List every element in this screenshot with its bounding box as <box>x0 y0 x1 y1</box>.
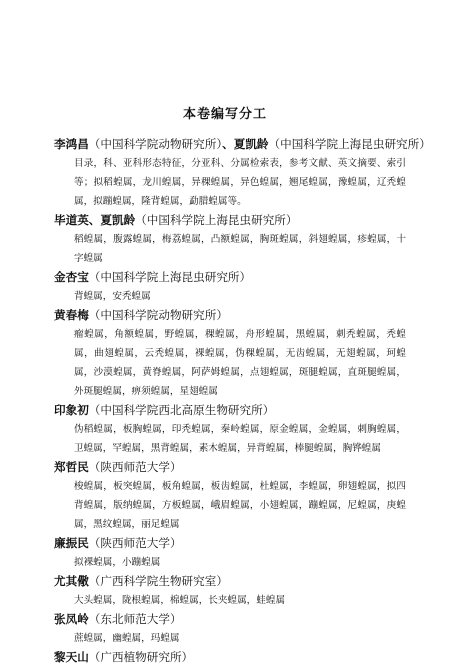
contributor-entry <box>54 534 406 572</box>
author-affiliation: （中国科学院动物研究所） <box>88 308 228 322</box>
assigned-sections: 瘤蝗属，角额蝗属，野蝗属，稞蝗属，舟形蝗属，黑蝗属，刺秃蝗属，秃蝗属，曲翅蝗属，云秃蝗属，裸蝗属，伪稞蝗属，无齿蝗属，无翅蝗属，珂蝗属，沙漠蝗属，黄脊蝗属，阿萨姆蝗属，点翅蝗属，斑腿蝗属，直斑腿蝗属，外斑腿蝗属，痹须蝗属，星翅蝗属 <box>74 329 406 397</box>
contributor-header <box>54 401 406 420</box>
author-affiliation: （中国科学院上海昆虫研究所） <box>135 213 298 227</box>
contributor-header <box>54 648 406 667</box>
contributor-header <box>54 534 406 553</box>
author-affiliation-secondary: （中国科学院上海昆虫研究所） <box>268 137 431 151</box>
assigned-sections: 伪稻蝗属，板胸蝗属，印秃蝗属，秦岭蝗属，原金蝗属，金蝗属，刺胸蝗属，卫蝗属，罕蝗属，黑背蝗属，素木蝗属，异背蝗属，棒腿蝗属，胸铧蝗属 <box>74 424 406 454</box>
author-name: 黄春梅 <box>54 308 89 322</box>
assigned-sections: 蔗蝗属，幽蝗属，玛蝗属 <box>74 633 180 644</box>
contributor-entry <box>54 401 406 458</box>
author-name-secondary: 、夏凯龄 <box>222 137 269 151</box>
page-title: 本卷编写分工 <box>182 107 267 122</box>
contributor-header <box>54 572 406 591</box>
author-name: 金杏宝 <box>54 270 89 284</box>
contributor-entry <box>54 268 406 306</box>
author-affiliation: （中国科学院动物研究所） <box>88 137 223 151</box>
author-affiliation: （广西植物研究所） <box>88 650 194 664</box>
assigned-sections: 稻蝗属，腹露蝗属，梅荔蝗属，凸额蝗属，胸斑蝗属，斜翅蝗属，疹蝗属，十字蝗属 <box>74 234 406 264</box>
assigned-sections: 大头蝗属，陇根蝗属，棉蝗属，长夹蝗属，蛙蝗属 <box>74 595 286 606</box>
author-affiliation: （广西科学院生物研究室） <box>88 574 228 588</box>
contributors-list <box>54 135 431 667</box>
author-name: 廉振民 <box>54 536 89 550</box>
contributor-entry <box>54 211 406 268</box>
author-affiliation: （中国科学院西北高原生物研究所） <box>88 403 275 417</box>
assigned-sections: 目录，科、亚科形态特征，分亚科、分属检索表，参考文献、英文摘要、索引等；拟稻蝗属，龙川蝗属，异稞蝗属，异色蝗属，翘尾蝗属，豫蝗属，辽秃蝗属，拟蹦蝗属，隆背蝗属，勐腊蝗属等。 <box>74 158 406 207</box>
assigned-sections: 背蝗属，安秃蝗属 <box>74 291 151 302</box>
contributor-header <box>54 211 406 230</box>
contributor-entry <box>54 135 431 211</box>
contributor-entry <box>54 610 406 648</box>
contributor-entry <box>54 648 406 667</box>
contributor-entry <box>54 306 406 401</box>
author-name: 张凤岭 <box>54 612 89 626</box>
contributor-header <box>54 268 406 287</box>
assigned-sections: 拟裸蝗属，小蹦蝗属 <box>74 557 161 568</box>
author-name: 黎天山 <box>54 650 89 664</box>
contributor-entry <box>54 458 406 534</box>
author-name: 印象初 <box>54 403 89 417</box>
author-affiliation: （陕西师范大学） <box>88 536 182 550</box>
contributor-header <box>54 135 431 154</box>
contributor-header <box>54 458 406 477</box>
assigned-sections: 梭蝗属，板突蝗属，板角蝗属，板齿蝗属，杜蝗属，李蝗属，卵翅蝗属，拟四背蝗属，版纳蝗属，方板蝗属，峨眉蝗属，小翅蝗属，蹦蝗属，尼蝗属，庚蝗属，黑纹蝗属，丽足蝗属 <box>74 481 406 530</box>
author-name: 尤其儆 <box>54 574 89 588</box>
author-name: 李鸿昌 <box>54 137 89 151</box>
author-affiliation: （陕西师范大学） <box>88 460 182 474</box>
contributor-entry <box>54 572 406 610</box>
contributor-header <box>54 610 406 629</box>
author-name: 毕道英、夏凯龄 <box>54 213 136 227</box>
author-name: 郑哲民 <box>54 460 89 474</box>
author-affiliation: （中国科学院上海昆虫研究所） <box>88 270 252 284</box>
author-affiliation: （东北师范大学） <box>88 612 182 626</box>
contributor-header <box>54 306 406 325</box>
